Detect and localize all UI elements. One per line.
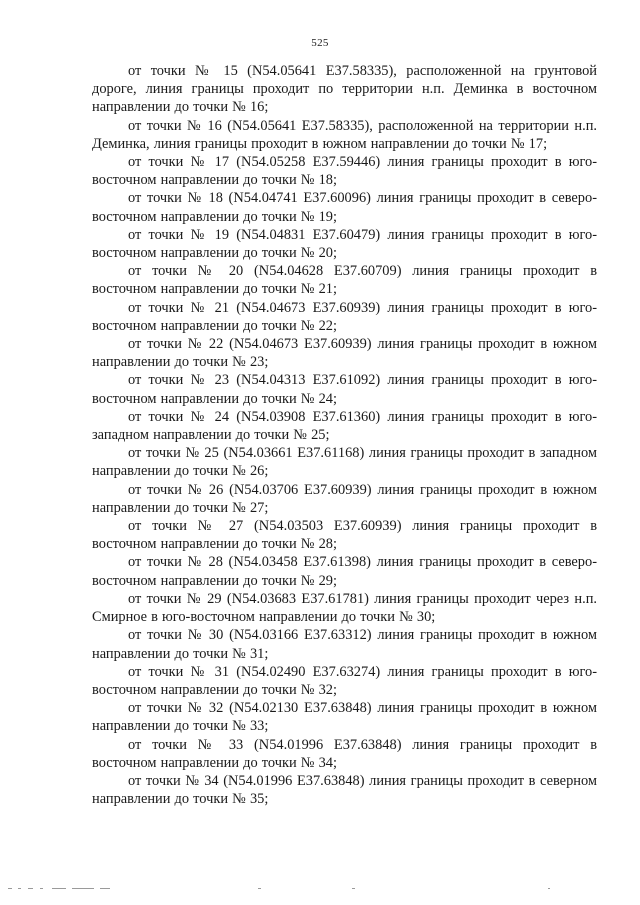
paragraph-point-23: от точки № 23 (N54.04313 E37.61092) линия границы проходит в юго-восточном направлении до точки № 24; xyxy=(92,372,597,407)
paragraph-point-33: от точки № 33 (N54.01996 E37.63848) линия границы проходит в восточном направлении до точки № 34; xyxy=(92,736,597,771)
paragraph-point-26: от точки № 26 (N54.03706 E37.60939) линия границы проходит в южном направлении до точки № 27; xyxy=(92,481,597,516)
paragraph-point-18: от точки № 18 (N54.04741 E37.60096) линия границы проходит в северо-восточном направлении до точки № 19; xyxy=(92,190,597,225)
paragraph-point-32: от точки № 32 (N54.02130 E37.63848) линия границы проходит в южном направлении до точки № 33; xyxy=(92,700,597,735)
paragraph-point-25: от точки № 25 (N54.03661 E37.61168) линия границы проходит в западном направлении до точки № 26; xyxy=(92,445,597,480)
paragraph-point-16: от точки № 16 (N54.05641 E37.58335), расположенной на территории н.п. Деминка, линия границы проходит в южном направлении до точки № 17; xyxy=(92,117,597,152)
page-number: 525 xyxy=(311,37,329,49)
paragraph-point-19: от точки № 19 (N54.04831 E37.60479) линия границы проходит в юго-восточном направлении до точки № 20; xyxy=(92,226,597,262)
paragraph-point-24: от точки № 24 (N54.03908 E37.61360) линия границы проходит в юго-западном направлении до точки № 25; xyxy=(92,408,597,444)
paragraph-point-30: от точки № 30 (N54.03166 E37.63312) линия границы проходит в южном направлении до точки № 31; xyxy=(92,627,597,662)
boundary-description-text xyxy=(92,62,597,808)
paragraph-point-20: от точки № 20 (N54.04628 E37.60709) линия границы проходит в восточном направлении до точки № 21; xyxy=(92,263,597,298)
paragraph-point-17: от точки № 17 (N54.05258 E37.59446) линия границы проходит в юго-восточном направлении до точки № 18; xyxy=(92,154,597,189)
paragraph-point-22: от точки № 22 (N54.04673 E37.60939) линия границы проходит в южном направлении до точки № 23; xyxy=(92,336,597,371)
paragraph-point-15: от точки № 15 (N54.05641 E37.58335), расположенной на грунтовой дороге, линия границы проходит по территории н.п. Деминка в восточном направлении до точки № 16; xyxy=(92,63,597,116)
paragraph-point-29: от точки № 29 (N54.03683 E37.61781) линия границы проходит через н.п. Смирное в юго-восточном направлении до точки № 30; xyxy=(92,590,597,626)
paragraph-point-27: от точки № 27 (N54.03503 E37.60939) линия границы проходит в восточном направлении до точки № 28; xyxy=(92,518,597,553)
scan-artifact-dots xyxy=(0,884,640,894)
paragraph-point-21: от точки № 21 (N54.04673 E37.60939) линия границы проходит в юго-восточном направлении до точки № 22; xyxy=(92,299,597,334)
paragraph-point-34: от точки № 34 (N54.01996 E37.63848) линия границы проходит в северном направлении до точки № 35; xyxy=(92,772,597,808)
paragraph-point-28: от точки № 28 (N54.03458 E37.61398) линия границы проходит в северо-восточном направлении до точки № 29; xyxy=(92,554,597,589)
paragraph-point-31: от точки № 31 (N54.02490 E37.63274) линия границы проходит в юго-восточном направлении до точки № 32; xyxy=(92,663,597,698)
